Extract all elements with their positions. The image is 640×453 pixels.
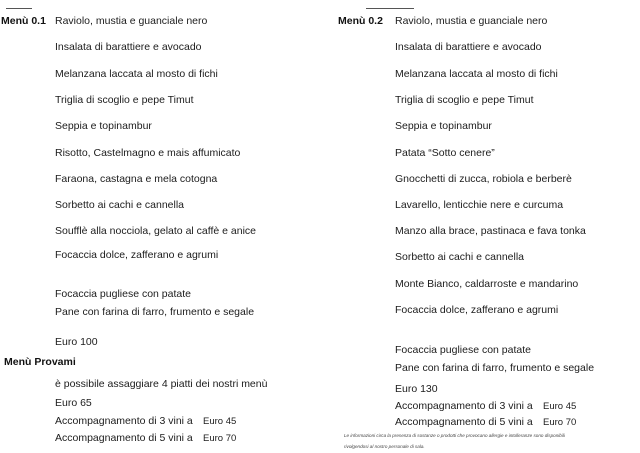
- menu-01-bread: Focaccia pugliese con patate: [55, 288, 192, 300]
- menu-02-pairing-3-price: Euro 45: [543, 401, 577, 412]
- menu-01-title: Menù 0.1: [1, 15, 46, 27]
- menu-02-dish: Insalata di barattiere e avocado: [395, 41, 542, 53]
- menu-02-dish: Triglia di scoglio e pepe Timut: [395, 94, 534, 106]
- menu-02-title: Menù 0.2: [338, 15, 383, 27]
- menu-provami-pairing-5-label: Accompagnamento di 5 vini a: [55, 432, 193, 444]
- menu-01-dish: Focaccia dolce, zafferano e agrumi: [55, 249, 219, 261]
- menu-provami-description: è possibile assaggiare 4 piatti dei nostri menù: [55, 378, 268, 390]
- menu-02-pairing-5-label: Accompagnamento di 5 vini a: [395, 416, 533, 428]
- menu-01-dish: Sorbetto ai cachi e cannella: [55, 199, 184, 211]
- top-rule-right: [366, 8, 414, 9]
- menu-02-dish: Raviolo, mustia e guanciale nero: [395, 15, 548, 27]
- menu-02-price: Euro 130: [395, 383, 438, 395]
- menu-01-dish: Melanzana laccata al mosto di fichi: [55, 68, 218, 80]
- menu-02-dish: Sorbetto ai cachi e cannella: [395, 251, 524, 263]
- menu-02-pairing-3-label: Accompagnamento di 3 vini a: [395, 400, 533, 412]
- menu-02-dish: Patata “Sotto cenere”: [395, 147, 495, 159]
- menu-01-dish: Seppia e topinambur: [55, 120, 152, 132]
- menu-02-dish: Monte Bianco, caldarroste e mandarino: [395, 278, 579, 290]
- menu-01-bread: Pane con farina di farro, frumento e segale: [55, 306, 255, 318]
- menu-01-dish: Raviolo, mustia e guanciale nero: [55, 15, 208, 27]
- menu-02-dish: Gnocchetti di zucca, robiola e berberè: [395, 173, 572, 185]
- allergen-note-line-2: rivolgendosi al nostro personale di sala.: [344, 444, 425, 449]
- menu-02-dish: Focaccia dolce, zafferano e agrumi: [395, 304, 559, 316]
- menu-02-dish: Seppia e topinambur: [395, 120, 492, 132]
- allergen-note-line-1: Le informazioni circa la presenza di sostanze o prodotti che provocano allergie e intolleranze sono disponibili: [344, 433, 565, 438]
- menu-02-pairing-5-price: Euro 70: [543, 417, 577, 428]
- top-rule-left: [6, 8, 32, 9]
- menu-01-dish: Risotto, Castelmagno e mais affumicato: [55, 147, 241, 159]
- menu-01-dish: Insalata di barattiere e avocado: [55, 41, 202, 53]
- menu-02-bread: Focaccia pugliese con patate: [395, 344, 532, 356]
- menu-provami-pairing-3-price: Euro 45: [203, 416, 237, 427]
- menu-01-dish: Soufflè alla nocciola, gelato al caffè e anice: [55, 225, 257, 237]
- menu-02-dish: Melanzana laccata al mosto di fichi: [395, 68, 558, 80]
- menu-provami-pairing-3-label: Accompagnamento di 3 vini a: [55, 415, 193, 427]
- menu-01-dish: Triglia di scoglio e pepe Timut: [55, 94, 194, 106]
- menu-02-dish: Lavarello, lenticchie nere e curcuma: [395, 199, 564, 211]
- menu-provami-pairing-5-price: Euro 70: [203, 433, 237, 444]
- menu-provami-price: Euro 65: [55, 397, 92, 409]
- menu-02-dish: Manzo alla brace, pastinaca e fava tonka: [395, 225, 586, 237]
- menu-02-bread: Pane con farina di farro, frumento e segale: [395, 362, 595, 374]
- menu-01-dish: Faraona, castagna e mela cotogna: [55, 173, 218, 185]
- menu-01-price: Euro 100: [55, 336, 98, 348]
- menu-provami-title: Menù Provami: [4, 356, 76, 368]
